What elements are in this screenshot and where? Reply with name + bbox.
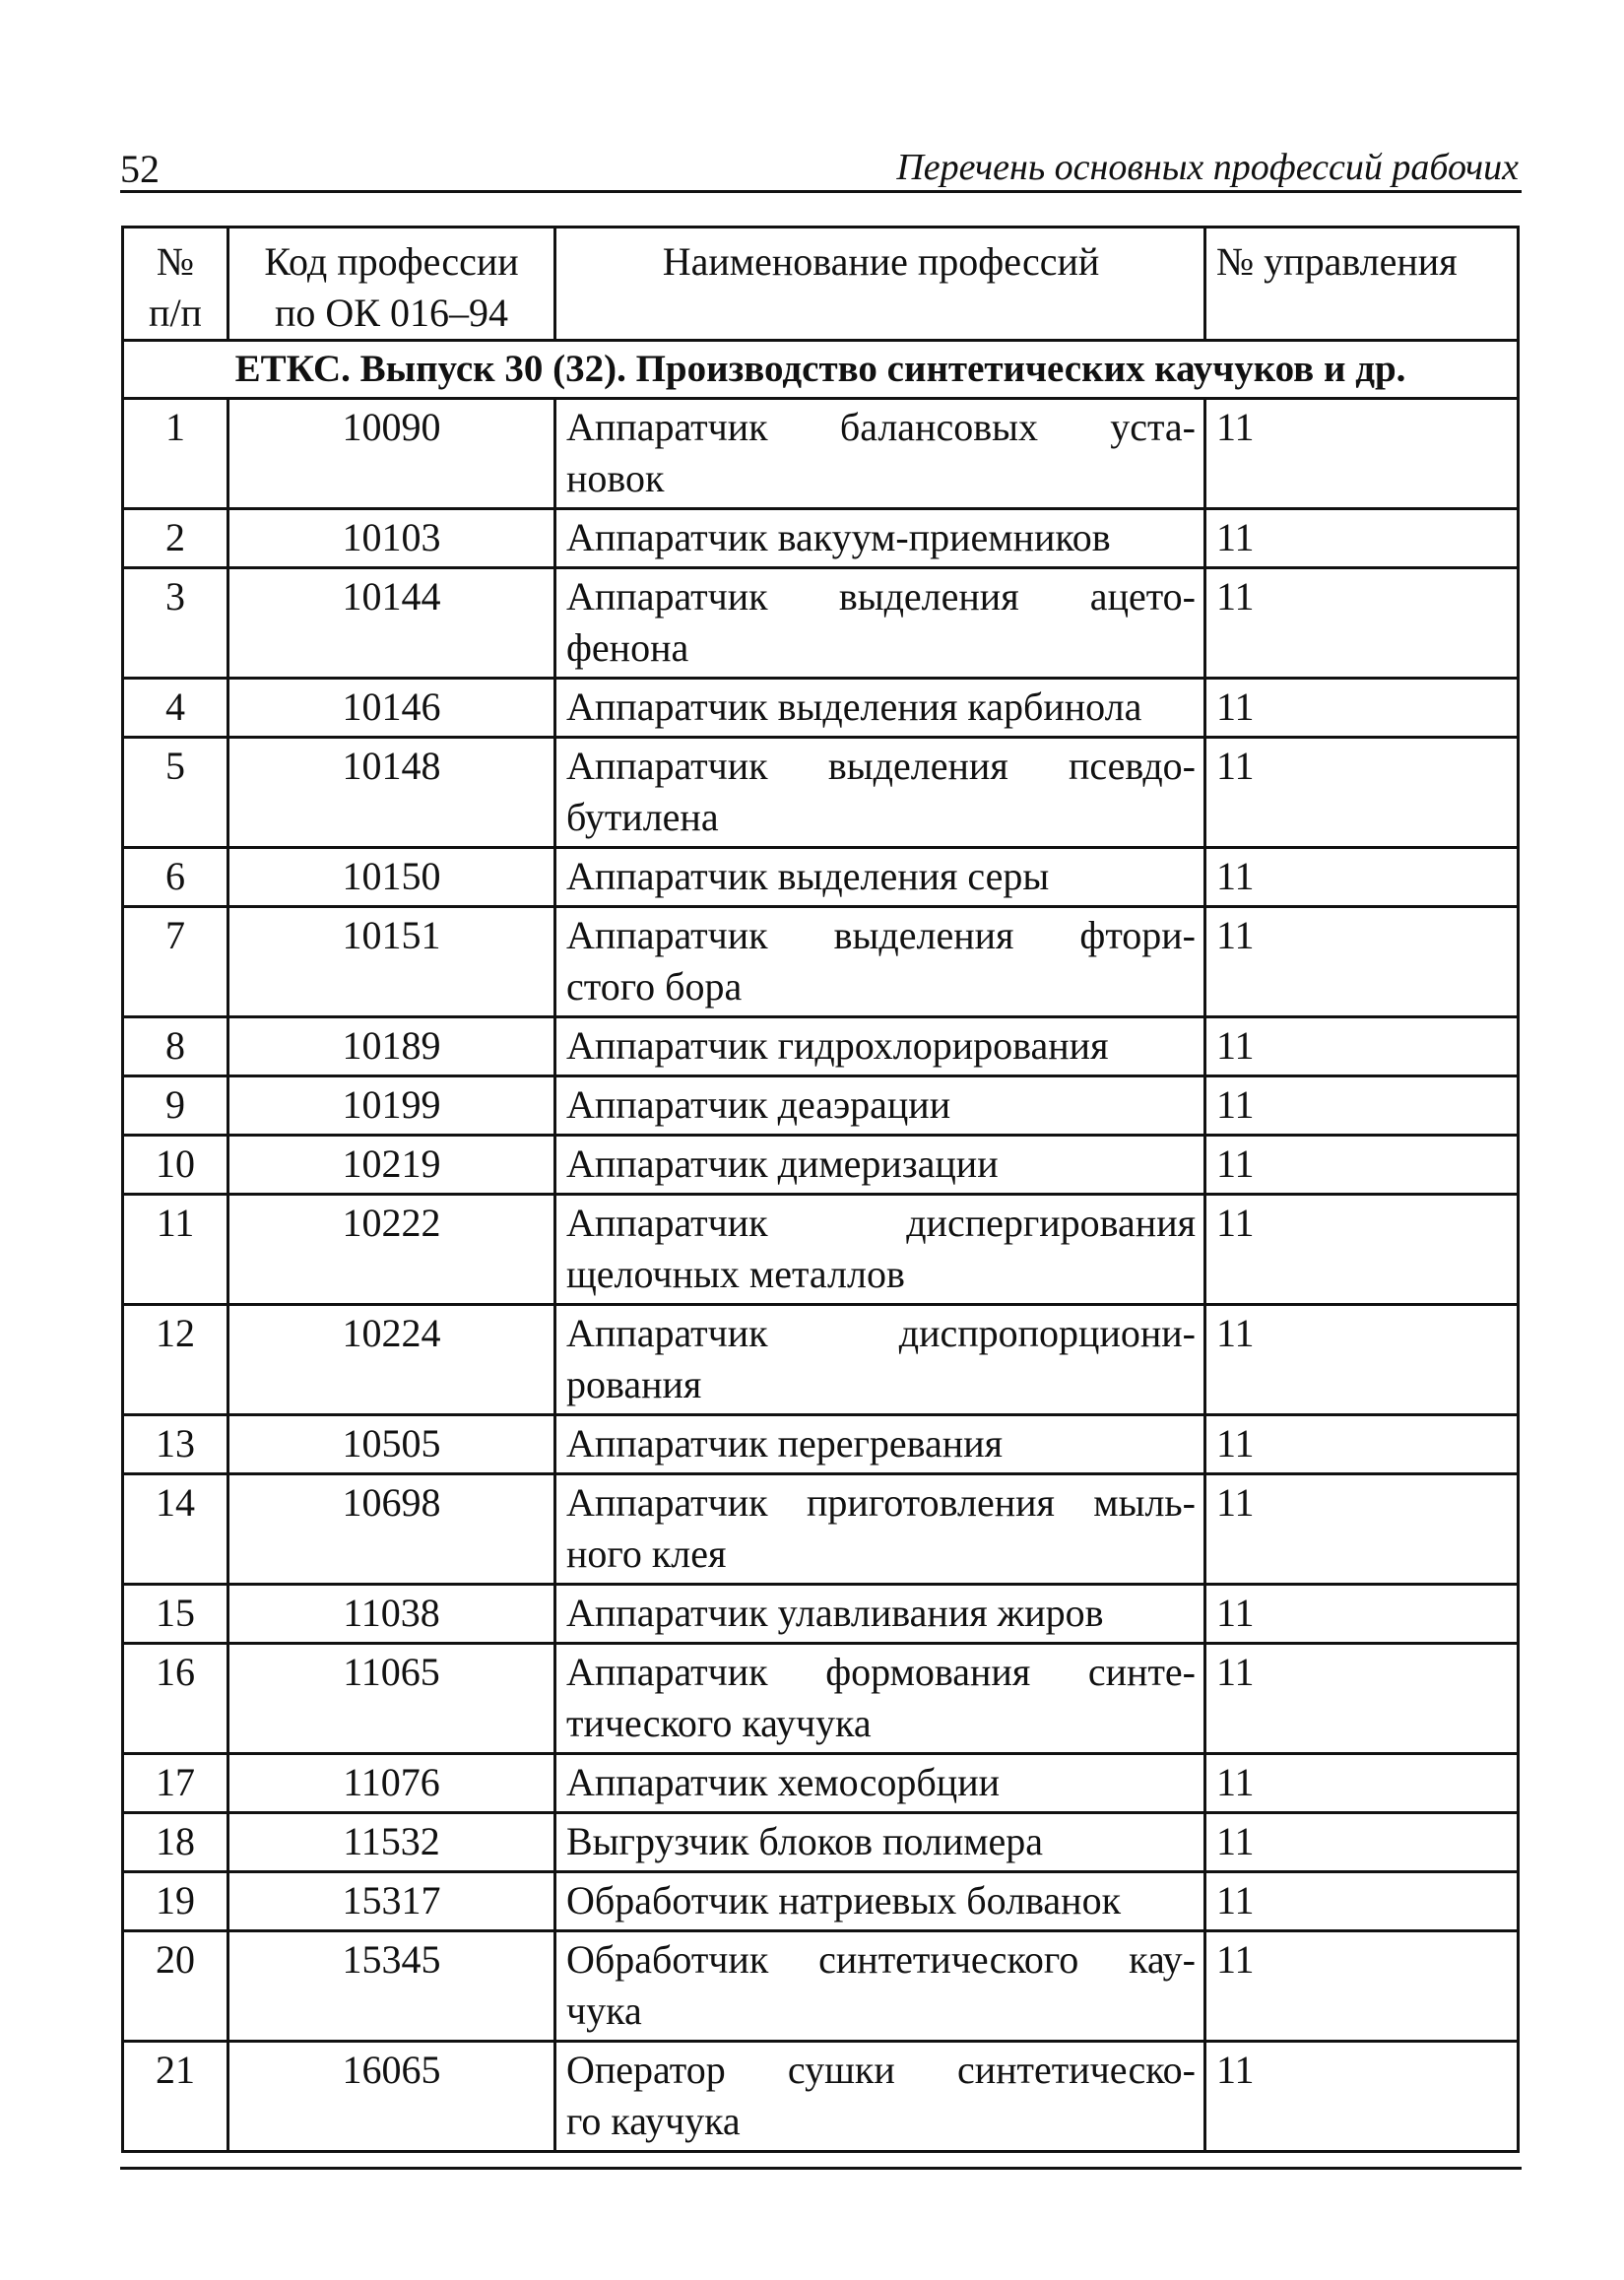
profession-code: 10146 [228,679,555,738]
profession-name [555,679,1205,738]
header-name: Наименование профессий [555,228,1205,341]
profession-name [555,509,1205,568]
table-row [123,1017,1519,1076]
profession-code: 10698 [228,1474,555,1585]
profession-name-line: Аппаратчик балансовых уста- [566,405,1196,449]
profession-name-line: Оператор сушки синтетическо- [566,2048,1196,2092]
table-row [123,848,1519,907]
profession-name-line: Аппаратчик формования синте- [566,1650,1196,1694]
profession-name-line: Аппаратчик димеризации [566,1141,999,1186]
profession-code: 11038 [228,1585,555,1644]
profession-name-line: Аппаратчик гидрохлорирования [566,1023,1109,1068]
profession-name [555,1076,1205,1136]
profession-name-line: Обработчик синтетического кау- [566,1937,1196,1982]
row-number: 6 [123,848,228,907]
profession-name-line: Аппаратчик вакуум-приемников [566,515,1111,559]
profession-code: 10151 [228,907,555,1017]
profession-code: 10505 [228,1415,555,1474]
row-number: 2 [123,509,228,568]
profession-name-line: фенона [566,625,689,670]
table-row [123,568,1519,679]
row-number: 7 [123,907,228,1017]
profession-code: 10224 [228,1305,555,1415]
table-row [123,1754,1519,1813]
profession-name-line: ного клея [566,1531,727,1576]
row-number: 15 [123,1585,228,1644]
profession-name [555,1872,1205,1931]
table-row [123,1136,1519,1195]
table-row [123,1195,1519,1305]
profession-code: 11532 [228,1813,555,1872]
profession-name-line: рования [566,1362,702,1406]
profession-name [555,907,1205,1017]
section-title: ЕТКС. Выпуск 30 (32). Производство синтетических каучуков и др. [123,341,1519,399]
profession-name-line: Обработчик натриевых болванок [566,1878,1122,1922]
department-number: 11 [1205,1136,1519,1195]
row-number: 11 [123,1195,228,1305]
department-number: 11 [1205,848,1519,907]
table-row [123,1305,1519,1415]
row-number: 17 [123,1754,228,1813]
department-number: 11 [1205,1931,1519,2042]
profession-name [555,1585,1205,1644]
table-row [123,1474,1519,1585]
profession-name [555,399,1205,509]
profession-code: 15317 [228,1872,555,1931]
page-number: 52 [120,147,160,191]
header-code [228,228,555,341]
profession-name [555,1931,1205,2042]
header-num-line: п/п [149,291,202,335]
profession-name [555,848,1205,907]
profession-name [555,568,1205,679]
profession-name-line: бутилена [566,795,719,839]
header-rule [120,190,1522,193]
department-number: 11 [1205,399,1519,509]
profession-name-line: Аппаратчик деаэрации [566,1082,951,1127]
profession-code: 10148 [228,738,555,848]
profession-name-line: Аппаратчик приготовления мыль- [566,1480,1196,1525]
department-number: 11 [1205,907,1519,1017]
table-row [123,1644,1519,1754]
department-number: 11 [1205,1644,1519,1754]
profession-name [555,1644,1205,1754]
row-number: 20 [123,1931,228,2042]
row-number: 5 [123,738,228,848]
row-number: 16 [123,1644,228,1754]
department-number: 11 [1205,1415,1519,1474]
section-row [123,341,1519,399]
profession-name [555,1474,1205,1585]
profession-name-line: стого бора [566,964,743,1009]
profession-code: 11076 [228,1754,555,1813]
header-num [123,228,228,341]
profession-name-line: Аппаратчик выделения карбинола [566,684,1142,729]
table-row [123,2042,1519,2152]
profession-name-line: новок [566,456,665,500]
department-number: 11 [1205,1754,1519,1813]
table-row [123,679,1519,738]
header-dept: № управления [1205,228,1519,341]
profession-name-line: щелочных металлов [566,1252,905,1296]
profession-code: 10219 [228,1136,555,1195]
table-header-row [123,228,1519,341]
profession-name [555,2042,1205,2152]
profession-name-line: Аппаратчик выделения псевдо- [566,744,1196,788]
profession-name-line: го каучука [566,2099,741,2143]
profession-code: 15345 [228,1931,555,2042]
profession-name [555,1305,1205,1415]
row-number: 4 [123,679,228,738]
table-row [123,907,1519,1017]
row-number: 12 [123,1305,228,1415]
department-number: 11 [1205,1585,1519,1644]
profession-name-line: Выгрузчик блоков полимера [566,1819,1044,1863]
department-number: 11 [1205,679,1519,738]
profession-name-line: Аппаратчик диспергирования [566,1201,1196,1245]
row-number: 9 [123,1076,228,1136]
profession-name [555,738,1205,848]
department-number: 11 [1205,1813,1519,1872]
department-number: 11 [1205,509,1519,568]
header-num-line: № [156,239,195,284]
profession-name [555,1136,1205,1195]
professions-table [121,226,1520,2153]
profession-code: 10090 [228,399,555,509]
profession-name [555,1017,1205,1076]
row-number: 8 [123,1017,228,1076]
profession-name [555,1754,1205,1813]
profession-code: 11065 [228,1644,555,1754]
footer-rule [120,2167,1522,2170]
profession-name-line: Аппаратчик выделения серы [566,854,1050,898]
profession-name-line: Аппаратчик хемосорбции [566,1760,1000,1804]
row-number: 3 [123,568,228,679]
department-number: 11 [1205,1017,1519,1076]
department-number: 11 [1205,1474,1519,1585]
table-row [123,1872,1519,1931]
table-row [123,509,1519,568]
row-number: 14 [123,1474,228,1585]
profession-name-line: Аппаратчик диспропорциони- [566,1311,1196,1355]
profession-name-line: Аппаратчик улавливания жиров [566,1591,1104,1635]
header-code-line: по ОК 016–94 [275,291,508,335]
table-row [123,1076,1519,1136]
profession-code: 10144 [228,568,555,679]
row-number: 10 [123,1136,228,1195]
department-number: 11 [1205,738,1519,848]
row-number: 21 [123,2042,228,2152]
profession-code: 10150 [228,848,555,907]
profession-name [555,1195,1205,1305]
profession-name [555,1813,1205,1872]
profession-code: 10222 [228,1195,555,1305]
running-title: Перечень основных профессий рабочих [896,147,1519,188]
row-number: 18 [123,1813,228,1872]
profession-code: 16065 [228,2042,555,2152]
profession-name-line: тического каучука [566,1701,872,1745]
department-number: 11 [1205,1872,1519,1931]
department-number: 11 [1205,1305,1519,1415]
table-row [123,399,1519,509]
table-row [123,1415,1519,1474]
row-number: 13 [123,1415,228,1474]
profession-name-line: Аппаратчик выделения фтори- [566,913,1196,957]
table-row [123,1585,1519,1644]
department-number: 11 [1205,568,1519,679]
profession-code: 10199 [228,1076,555,1136]
department-number: 11 [1205,2042,1519,2152]
profession-name-line: Аппаратчик перегревания [566,1421,1004,1466]
table-row [123,1813,1519,1872]
header-code-line: Код профессии [264,239,519,284]
department-number: 11 [1205,1195,1519,1305]
row-number: 1 [123,399,228,509]
profession-code: 10103 [228,509,555,568]
profession-name-line: чука [566,1988,642,2033]
profession-name [555,1415,1205,1474]
table-row [123,738,1519,848]
profession-name-line: Аппаратчик выделения ацето- [566,574,1196,619]
profession-code: 10189 [228,1017,555,1076]
table-row [123,1931,1519,2042]
row-number: 19 [123,1872,228,1931]
department-number: 11 [1205,1076,1519,1136]
